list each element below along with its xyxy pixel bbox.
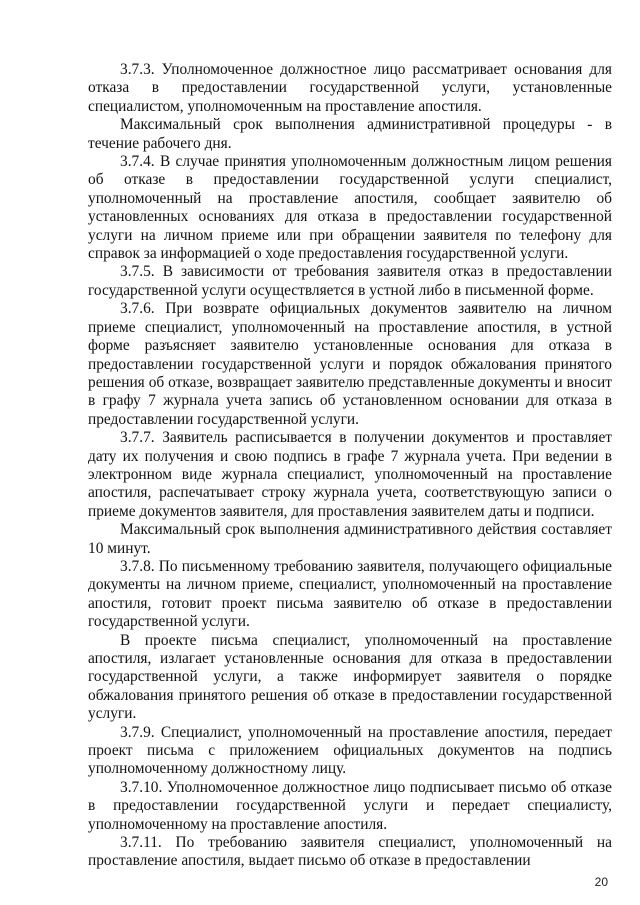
- paragraph-max-time-1: Максимальный срок выполнения административной процедуры - в течение рабочего дня.: [88, 116, 612, 152]
- paragraph-3-7-9: 3.7.9. Специалист, уполномоченный на проставление апостиля, передает проект письма с приложением официальных документов на подпись уполномоченному должностному лицу.: [88, 723, 612, 778]
- paragraph-3-7-11: 3.7.11. По требованию заявителя специалист, уполномоченный на проставление апостиля, выдает письмо об отказе в предоставлении: [88, 834, 612, 870]
- paragraph-3-7-10: 3.7.10. Уполномоченное должностное лицо подписывает письмо об отказе в предоставлении государственной услуги и передает специалисту, уполномоченному на проставление апостиля.: [88, 778, 612, 833]
- paragraph-3-7-8: 3.7.8. По письменному требованию заявителя, получающего официальные документы на личном приеме, специалист, уполномоченный на проставление апостиля, готовит проект письма заявителю об отказе в предоставлении государственной услуги.: [88, 557, 612, 631]
- paragraph-3-7-6: 3.7.6. При возврате официальных документов заявителю на личном приеме специалист, уполномоченный на проставление апостиля, в устной форме разъясняет заявителю установленные основания для отказа в предоставлении государственной услуги и порядок обжалования принятого решения об отказе, возвращает заявителю представленные документы и вносит в графу 7 журнала учета запись об установленном основании для отказа в предоставлении государственной услуги.: [88, 300, 612, 428]
- page-number: 20: [594, 875, 608, 889]
- paragraph-max-time-2: Максимальный срок выполнения административного действия составляет 10 минут.: [88, 521, 612, 557]
- document-body: [88, 61, 612, 871]
- paragraph-3-7-3: 3.7.3. Уполномоченное должностное лицо рассматривает основания для отказа в предоставлении государственной услуги, установленные специалистом, уполномоченным на проставление апостиля.: [88, 61, 612, 115]
- paragraph-letter-draft: В проекте письма специалист, уполномоченный на проставление апостиля, излагает установленные основания для отказа в предоставлении государственной услуги, а также информирует заявителя о порядке обжалования принятого решения об отказе в предоставлении государственной услуги.: [88, 631, 612, 723]
- paragraph-3-7-5: 3.7.5. В зависимости от требования заявителя отказ в предоставлении государственной услуги осуществляется в устной либо в письменной форме.: [88, 263, 612, 299]
- paragraph-3-7-7: 3.7.7. Заявитель расписывается в получении документов и проставляет дату их получения и свою подпись в графе 7 журнала учета. При ведении в электронном виде журнала специалист, уполномоченный на проставление апостиля, распечатывает строку журнала учета, соответствующую записи о приеме документов заявителя, для проставления заявителем даты и подписи.: [88, 429, 612, 520]
- paragraph-3-7-4: 3.7.4. В случае принятия уполномоченным должностным лицом решения об отказе в предоставлении государственной услуги специалист, уполномоченный на проставление апостиля, сообщает заявителю об установленных основаниях для отказа в предоставлении государственной услуги на личном приеме или при обращении заявителя по телефону для справок за информацией о ходе предоставления государственной услуги.: [88, 153, 612, 263]
